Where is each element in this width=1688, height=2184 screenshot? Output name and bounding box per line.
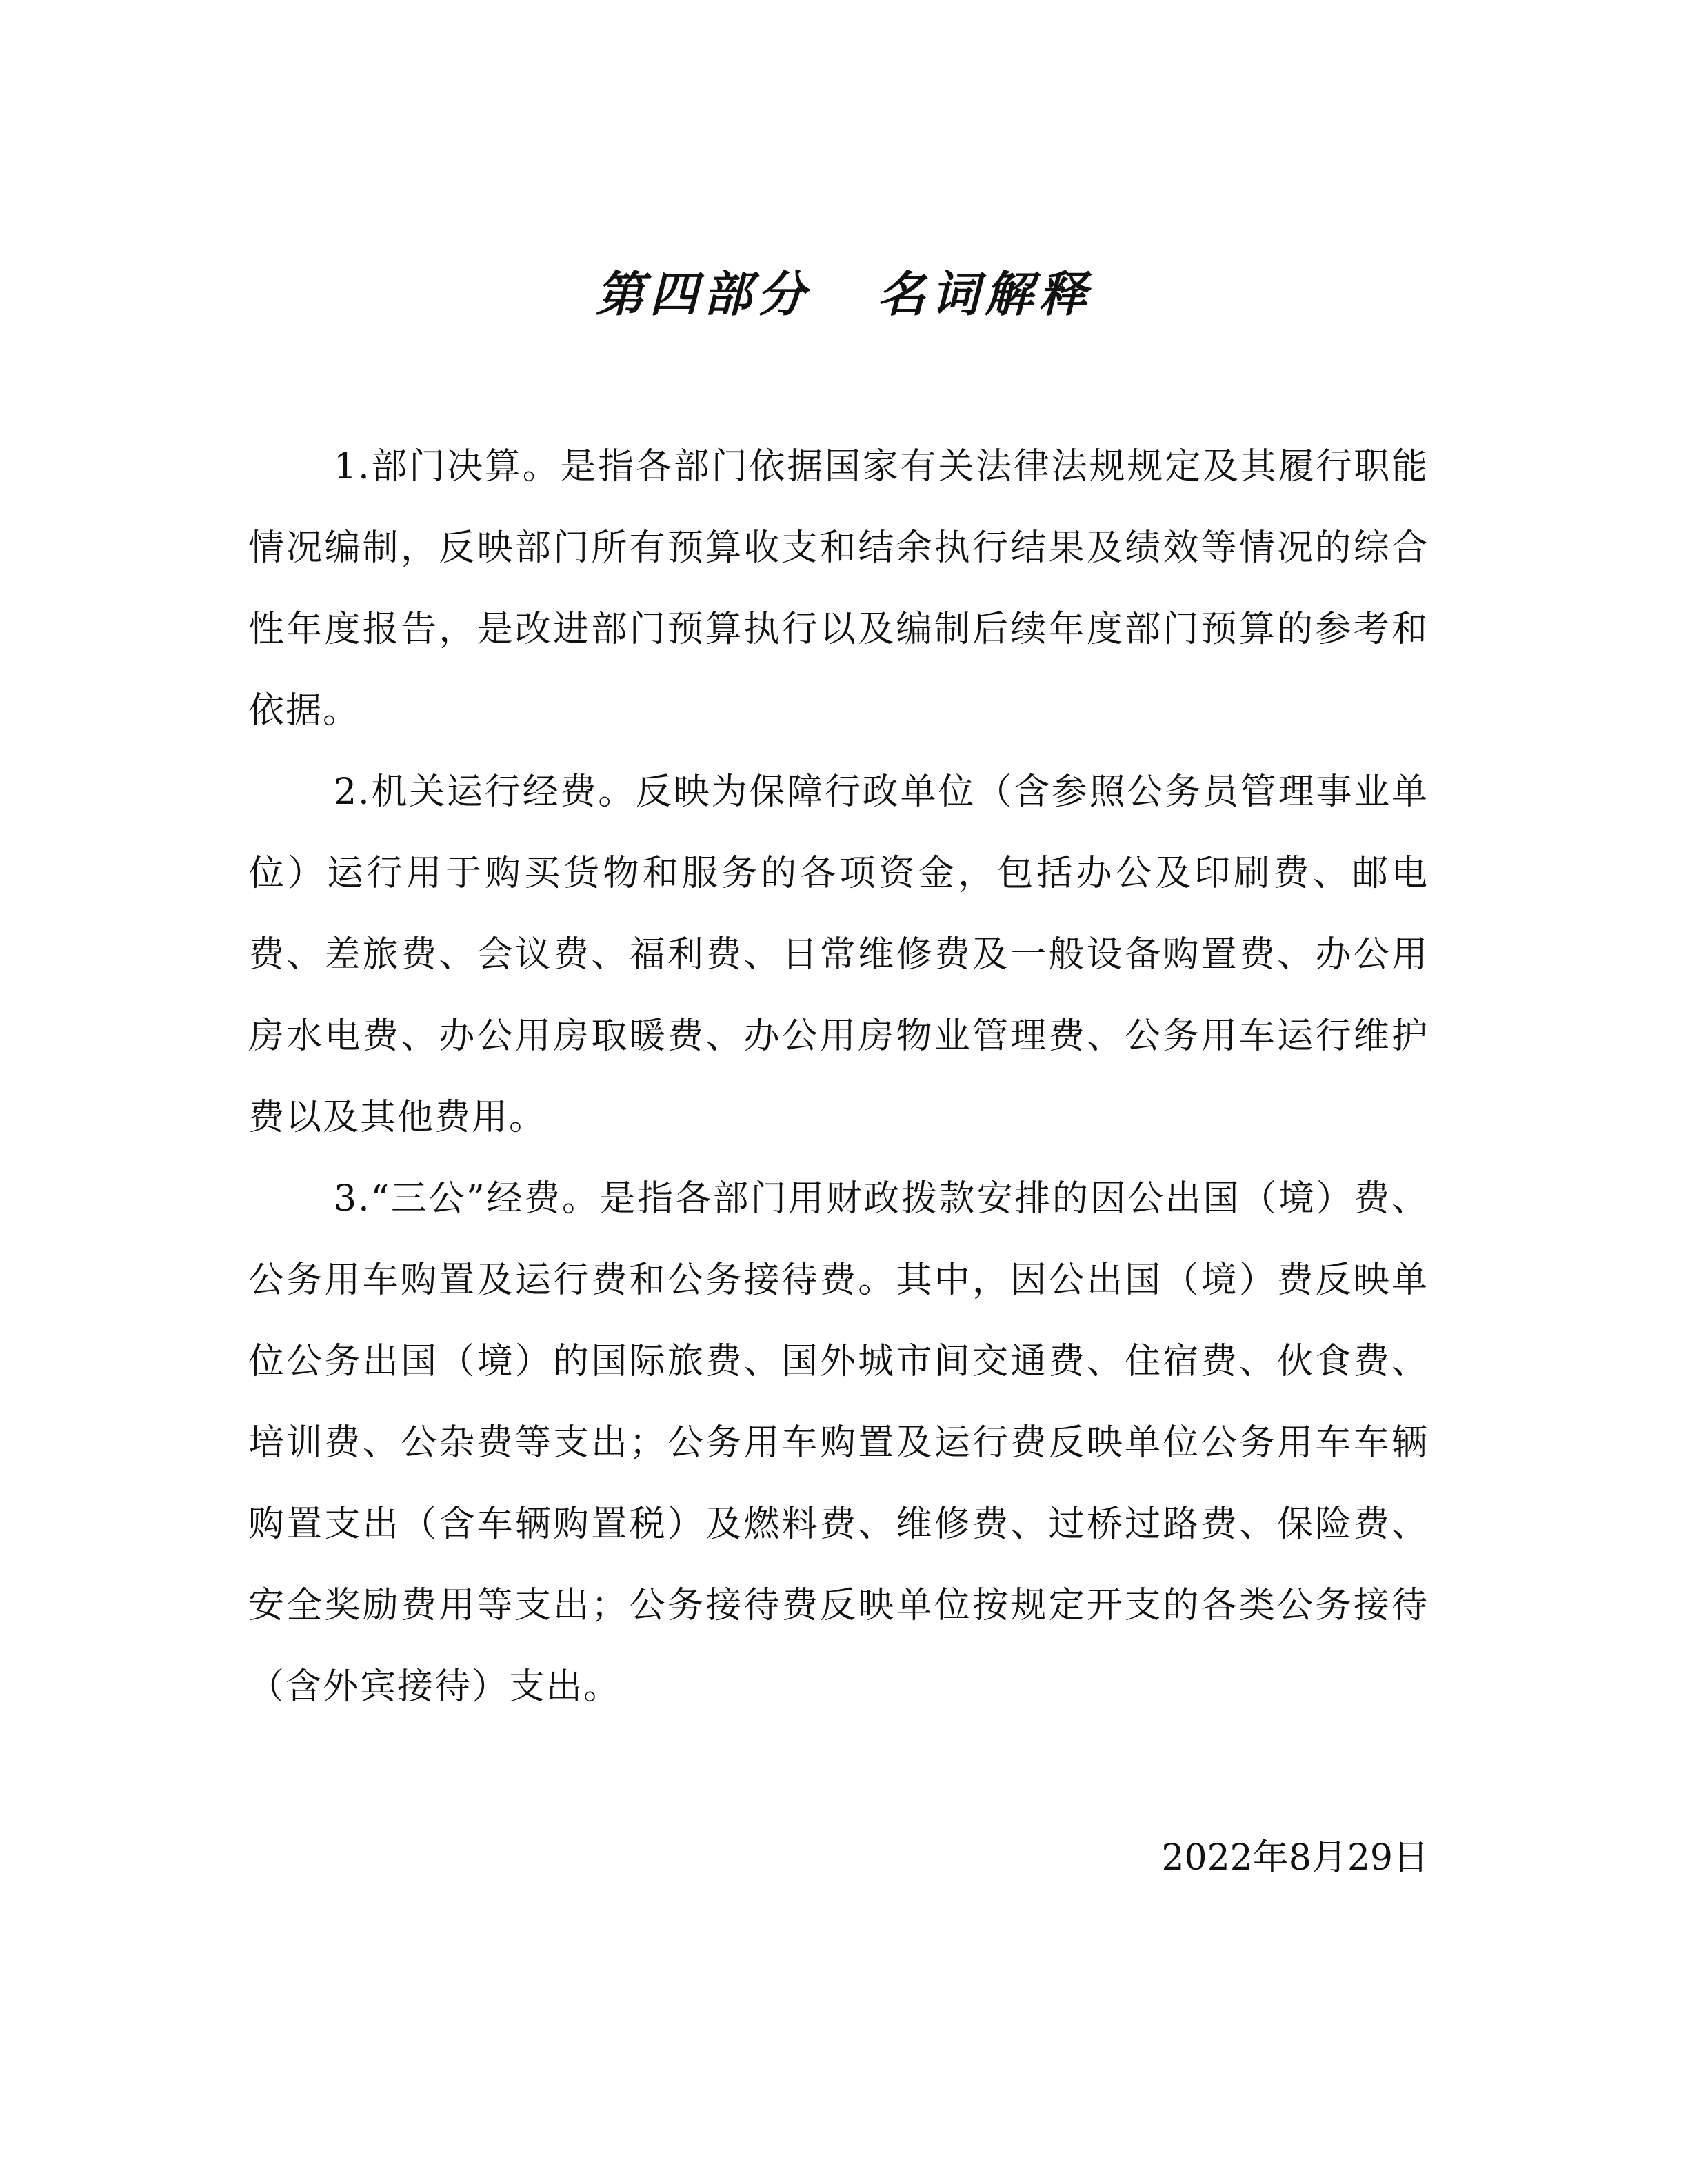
title-part: 第四部分 bbox=[596, 266, 811, 323]
paragraph-department-final-accounts: 1.部门决算。是指各部门依据国家有关法律法规规定及其履行职能情况编制，反映部门所有预算收支和结余执行结果及绩效等情况的综合性年度报告，是改进部门预算执行以及编制后续年度部门预算的参考和依据。 bbox=[248, 446, 1429, 731]
title-name: 名词解释 bbox=[877, 266, 1092, 323]
page-title bbox=[0, 256, 1688, 332]
document-body bbox=[248, 426, 1429, 1728]
document-date: 2022年8月29日 bbox=[1161, 1837, 1429, 1879]
paragraph-three-public-expenses: 3.“三公”经费。是指各部门用财政拨款安排的因公出国（境）费、公务用车购置及运行费和公务接待费。其中，因公出国（境）费反映单位公务出国（境）的国际旅费、国外城市间交通费、住宿费、伙食费、培训费、公杂费等支出；公务用车购置及运行费反映单位公务用车车辆购置支出（含车辆购置税）及燃料费、维修费、过桥过路费、保险费、安全奖励费用等支出；公务接待费反映单位按规定开支的各类公务接待（含外宾接待）支出。 bbox=[248, 1178, 1429, 1708]
paragraph-operating-expenses: 2.机关运行经费。反映为保障行政单位（含参照公务员管理事业单位）运行用于购买货物和服务的各项资金，包括办公及印刷费、邮电费、差旅费、会议费、福利费、日常维修费及一般设备购置费、办公用房水电费、办公用房取暖费、办公用房物业管理费、公务用车运行维护费以及其他费用。 bbox=[248, 771, 1429, 1138]
